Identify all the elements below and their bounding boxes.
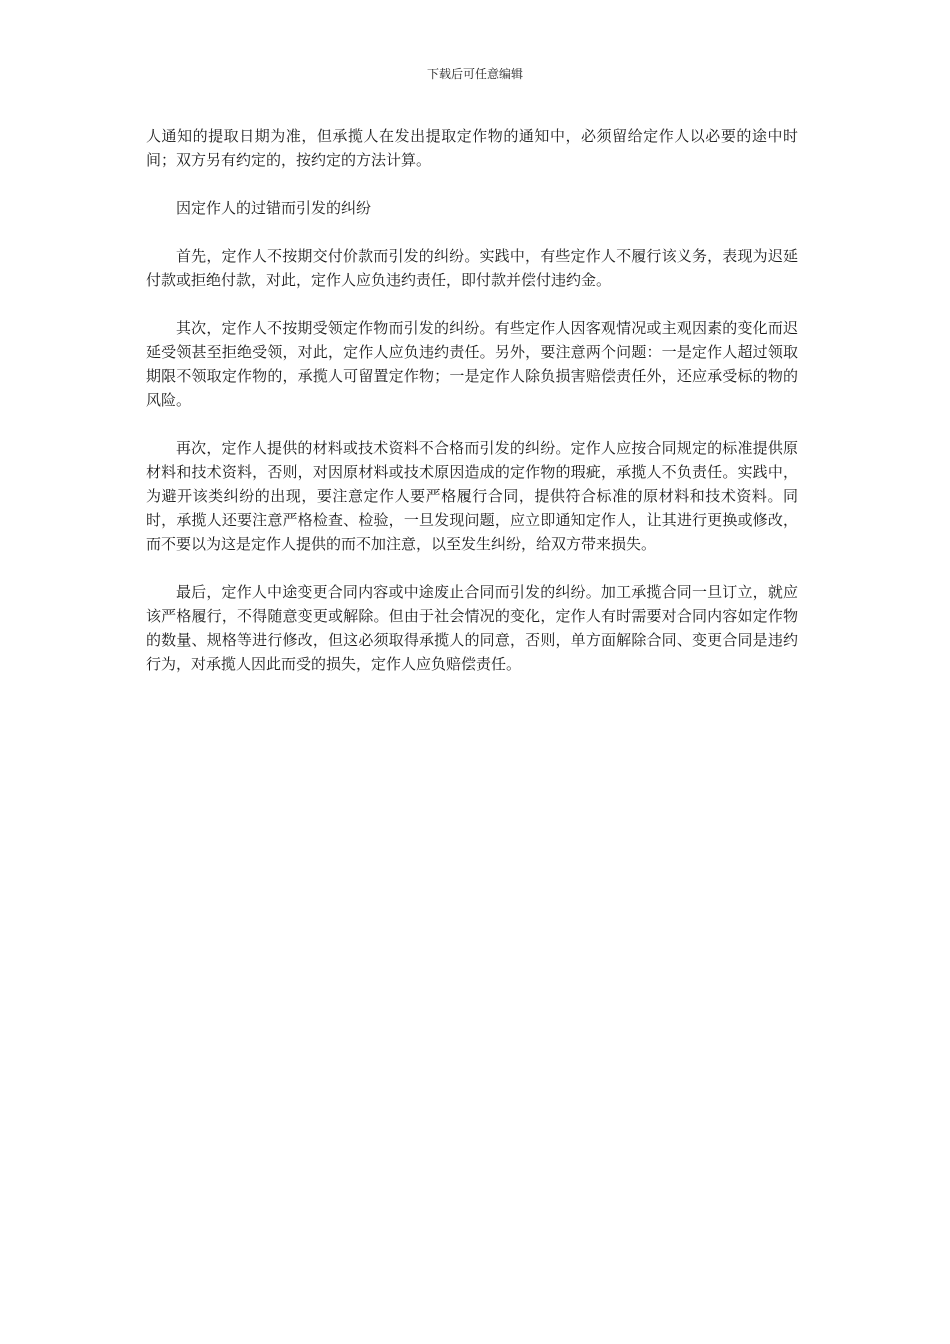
paragraph-third: 再次，定作人提供的材料或技术资料不合格而引发的纠纷。定作人应按合同规定的标准提供原材料和技术资料，否则，对因原材料或技术原因造成的定作物的瑕疵，承揽人不负责任。实践中，为避开该类纠纷的出现，要注意定作人要严格履行合同，提供符合标准的原材料和技术资料。同时，承揽人还要注意严格检查、检验，一旦发现问题，应立即通知定作人，让其进行更换或修改，而不要以为这是定作人提供的而不加注意，以至发生纠纷，给双方带来损失。	[146, 439, 798, 553]
paragraph-last: 最后，定作人中途变更合同内容或中途废止合同而引发的纠纷。加工承揽合同一旦订立，就应该严格履行，不得随意变更或解除。但由于社会情况的变化，定作人有时需要对合同内容如定作物的数量、规格等进行修改，但这必须取得承揽人的同意，否则，单方面解除合同、变更合同是违约行为，对承揽人因此而受的损失，定作人应负赔偿责任。	[146, 583, 798, 673]
paragraph-second: 其次，定作人不按期受领定作物而引发的纠纷。有些定作人因客观情况或主观因素的变化而迟延受领甚至拒绝受领，对此，定作人应负违约责任。另外，要注意两个问题：一是定作人超过领取期限不领取定作物的，承揽人可留置定作物；一是定作人除负损害赔偿责任外，还应承受标的物的风险。	[146, 319, 798, 409]
paragraph-continuation: 人通知的提取日期为准，但承揽人在发出提取定作物的通知中，必须留给定作人以必要的途中时间；双方另有约定的，按约定的方法计算。	[146, 127, 798, 169]
paragraph-first: 首先，定作人不按期交付价款而引发的纠纷。实践中，有些定作人不履行该义务，表现为迟延付款或拒绝付款，对此，定作人应负违约责任，即付款并偿付违约金。	[146, 247, 798, 289]
document-body	[146, 124, 798, 700]
section-heading: 因定作人的过错而引发的纠纷	[176, 199, 372, 217]
page-header: 下载后可任意编辑	[426, 67, 523, 81]
